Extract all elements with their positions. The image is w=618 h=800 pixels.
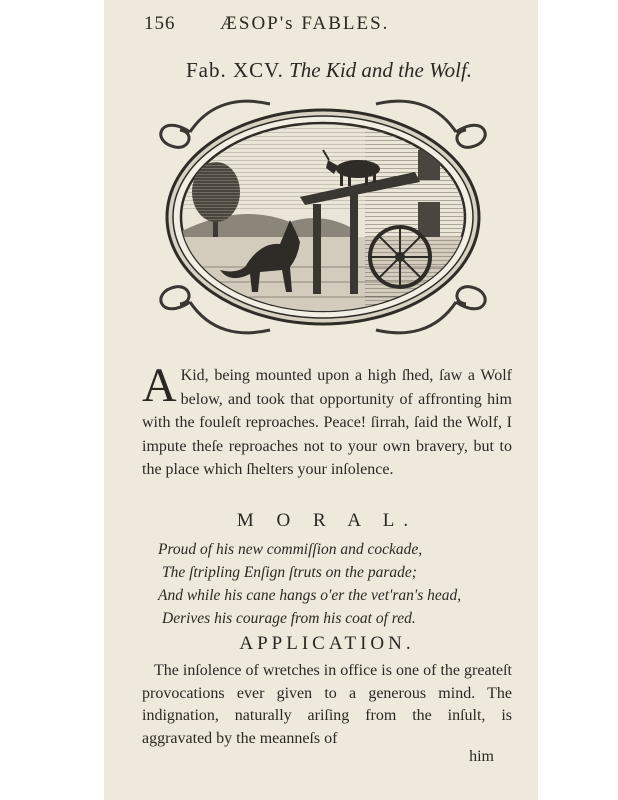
page-number: 156: [144, 13, 176, 34]
verse-line: And while his cane hangs o'er the vet'ran's head,: [158, 587, 462, 604]
catchword: him: [469, 748, 494, 765]
fable-body: Kid, being mounted upon a high ſhed, ſaw a Wolf below, and took that opportunity of affronting him with the fouleſt reproaches. Peace! ſirrah, ſaid the Wolf, I impute theſe reproaches not to your own bravery, but to the place which ſhelters your inſolence.: [142, 367, 512, 479]
moral-heading: M O R A L.: [236, 510, 418, 531]
drop-capital: A: [142, 359, 177, 412]
running-head: [104, 10, 538, 36]
fable-heading: [134, 58, 524, 83]
woodcut-illustration: [150, 92, 496, 342]
running-title: ÆSOP's FABLES.: [220, 13, 390, 34]
book-page: [104, 0, 538, 800]
fable-title: The Kid and the Wolf.: [289, 58, 473, 82]
application-body: The inſolence of wretches in office is one of the greateſt provocations ever given to a generous mind. The indignation, naturally ariſing from the inſult, is aggravated by the meanneſs of: [142, 662, 512, 747]
application-heading: APPLICATION.: [239, 633, 415, 654]
verse-line: Derives his courage from his coat of red.: [162, 610, 416, 627]
moral-verse: [158, 538, 518, 630]
fable-text: [142, 359, 512, 482]
application-text: [142, 660, 512, 750]
fable-number: Fab. XCV.: [185, 58, 284, 82]
verse-line: The ſtripling Enſign ſtruts on the parade;: [162, 564, 417, 581]
verse-line: Proud of his new commiſſion and cockade,: [158, 541, 423, 558]
